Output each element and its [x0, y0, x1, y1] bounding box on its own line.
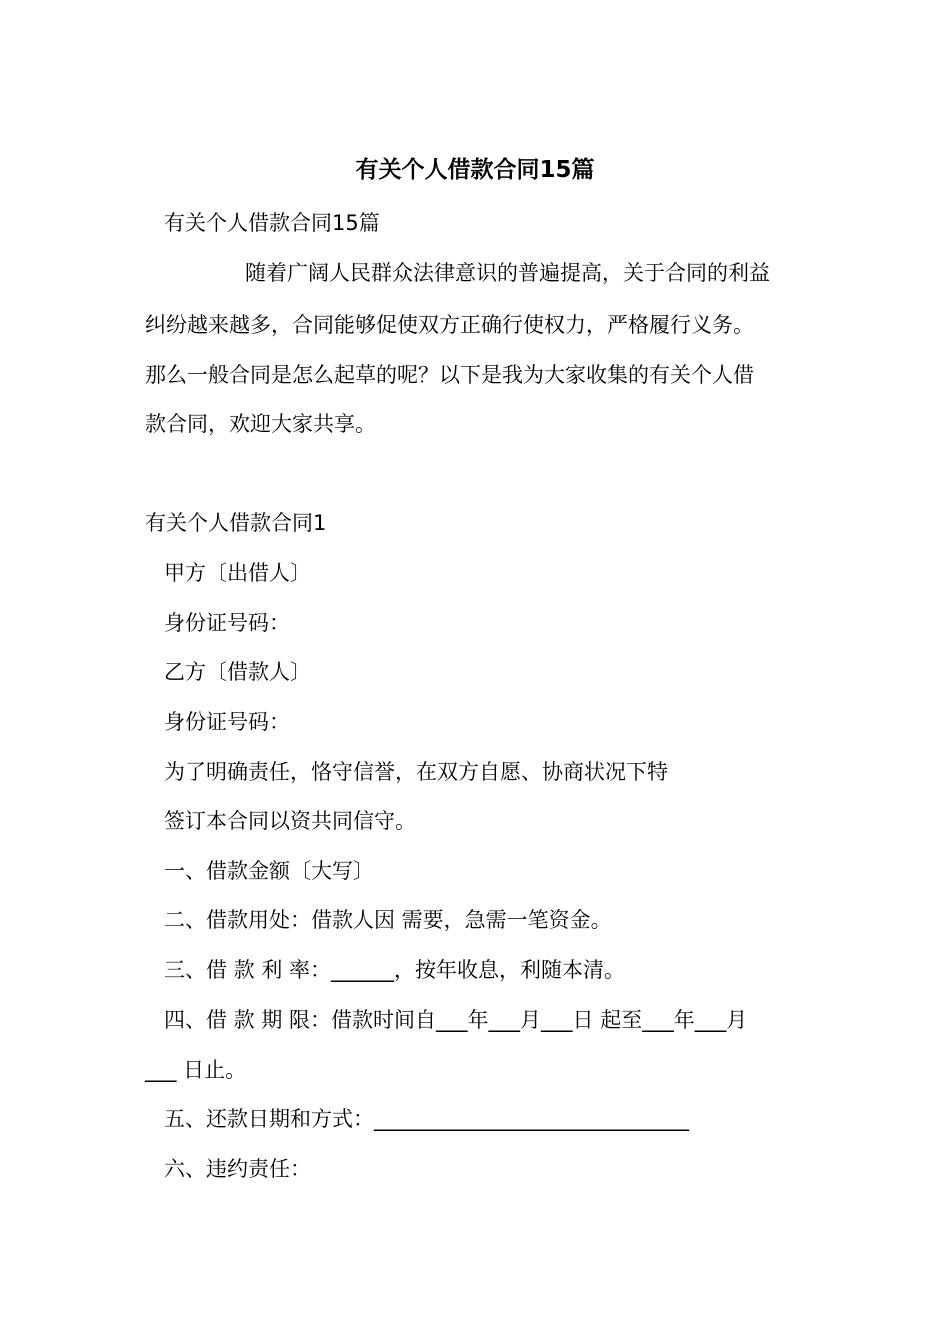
document-title: 有关个人借款合同15篇 [355, 157, 595, 183]
id-number-a: 身份证号码： [164, 611, 290, 635]
clause-1-amount: 一、借款金额〔大写〕 [164, 859, 374, 883]
clause-5-repayment: 五、还款日期和方式：______________________________ [164, 1107, 689, 1131]
intro-line-3: 那么一般合同是怎么起草的呢？以下是我为大家收集的有关个人借 [145, 363, 754, 387]
clause-3-rate: 三、借 款 利 率：______，按年收息，利随本清。 [164, 958, 626, 982]
repayment-blank: ______________________________ [374, 1107, 689, 1131]
party-a: 甲方〔出借人〕 [164, 561, 311, 585]
clause-4-term: 四、借 款 期 限：借款时间自___年___月___日 起至___年___月 [164, 1008, 748, 1032]
clause-4-term-end: ___ 日止。 [145, 1058, 247, 1082]
clause-6-liability: 六、违约责任： [164, 1157, 311, 1181]
intro-line-1: 随着广阔人民群众法律意识的普遍提高，关于合同的利益 [245, 261, 770, 285]
clause-2-purpose: 二、借款用处：借款人因 需要，急需一笔资金。 [164, 908, 612, 932]
id-number-b: 身份证号码： [164, 710, 290, 734]
document-subtitle: 有关个人借款合同15篇 [164, 211, 380, 235]
section-heading: 有关个人借款合同1 [145, 511, 327, 535]
purpose-line-2: 签订本合同以资共同信守。 [164, 809, 416, 833]
intro-paragraph [145, 258, 805, 288]
rate-blank: ______ [331, 958, 395, 982]
party-b: 乙方〔借款人〕 [164, 660, 311, 684]
intro-line-2: 纠纷越来越多，合同能够促使双方正确行使权力，严格履行义务。 [145, 313, 754, 337]
intro-line-4: 款合同，欢迎大家共享。 [145, 412, 376, 436]
purpose-line-1: 为了明确责任，恪守信誉，在双方自愿、协商状况下特 [164, 760, 668, 784]
